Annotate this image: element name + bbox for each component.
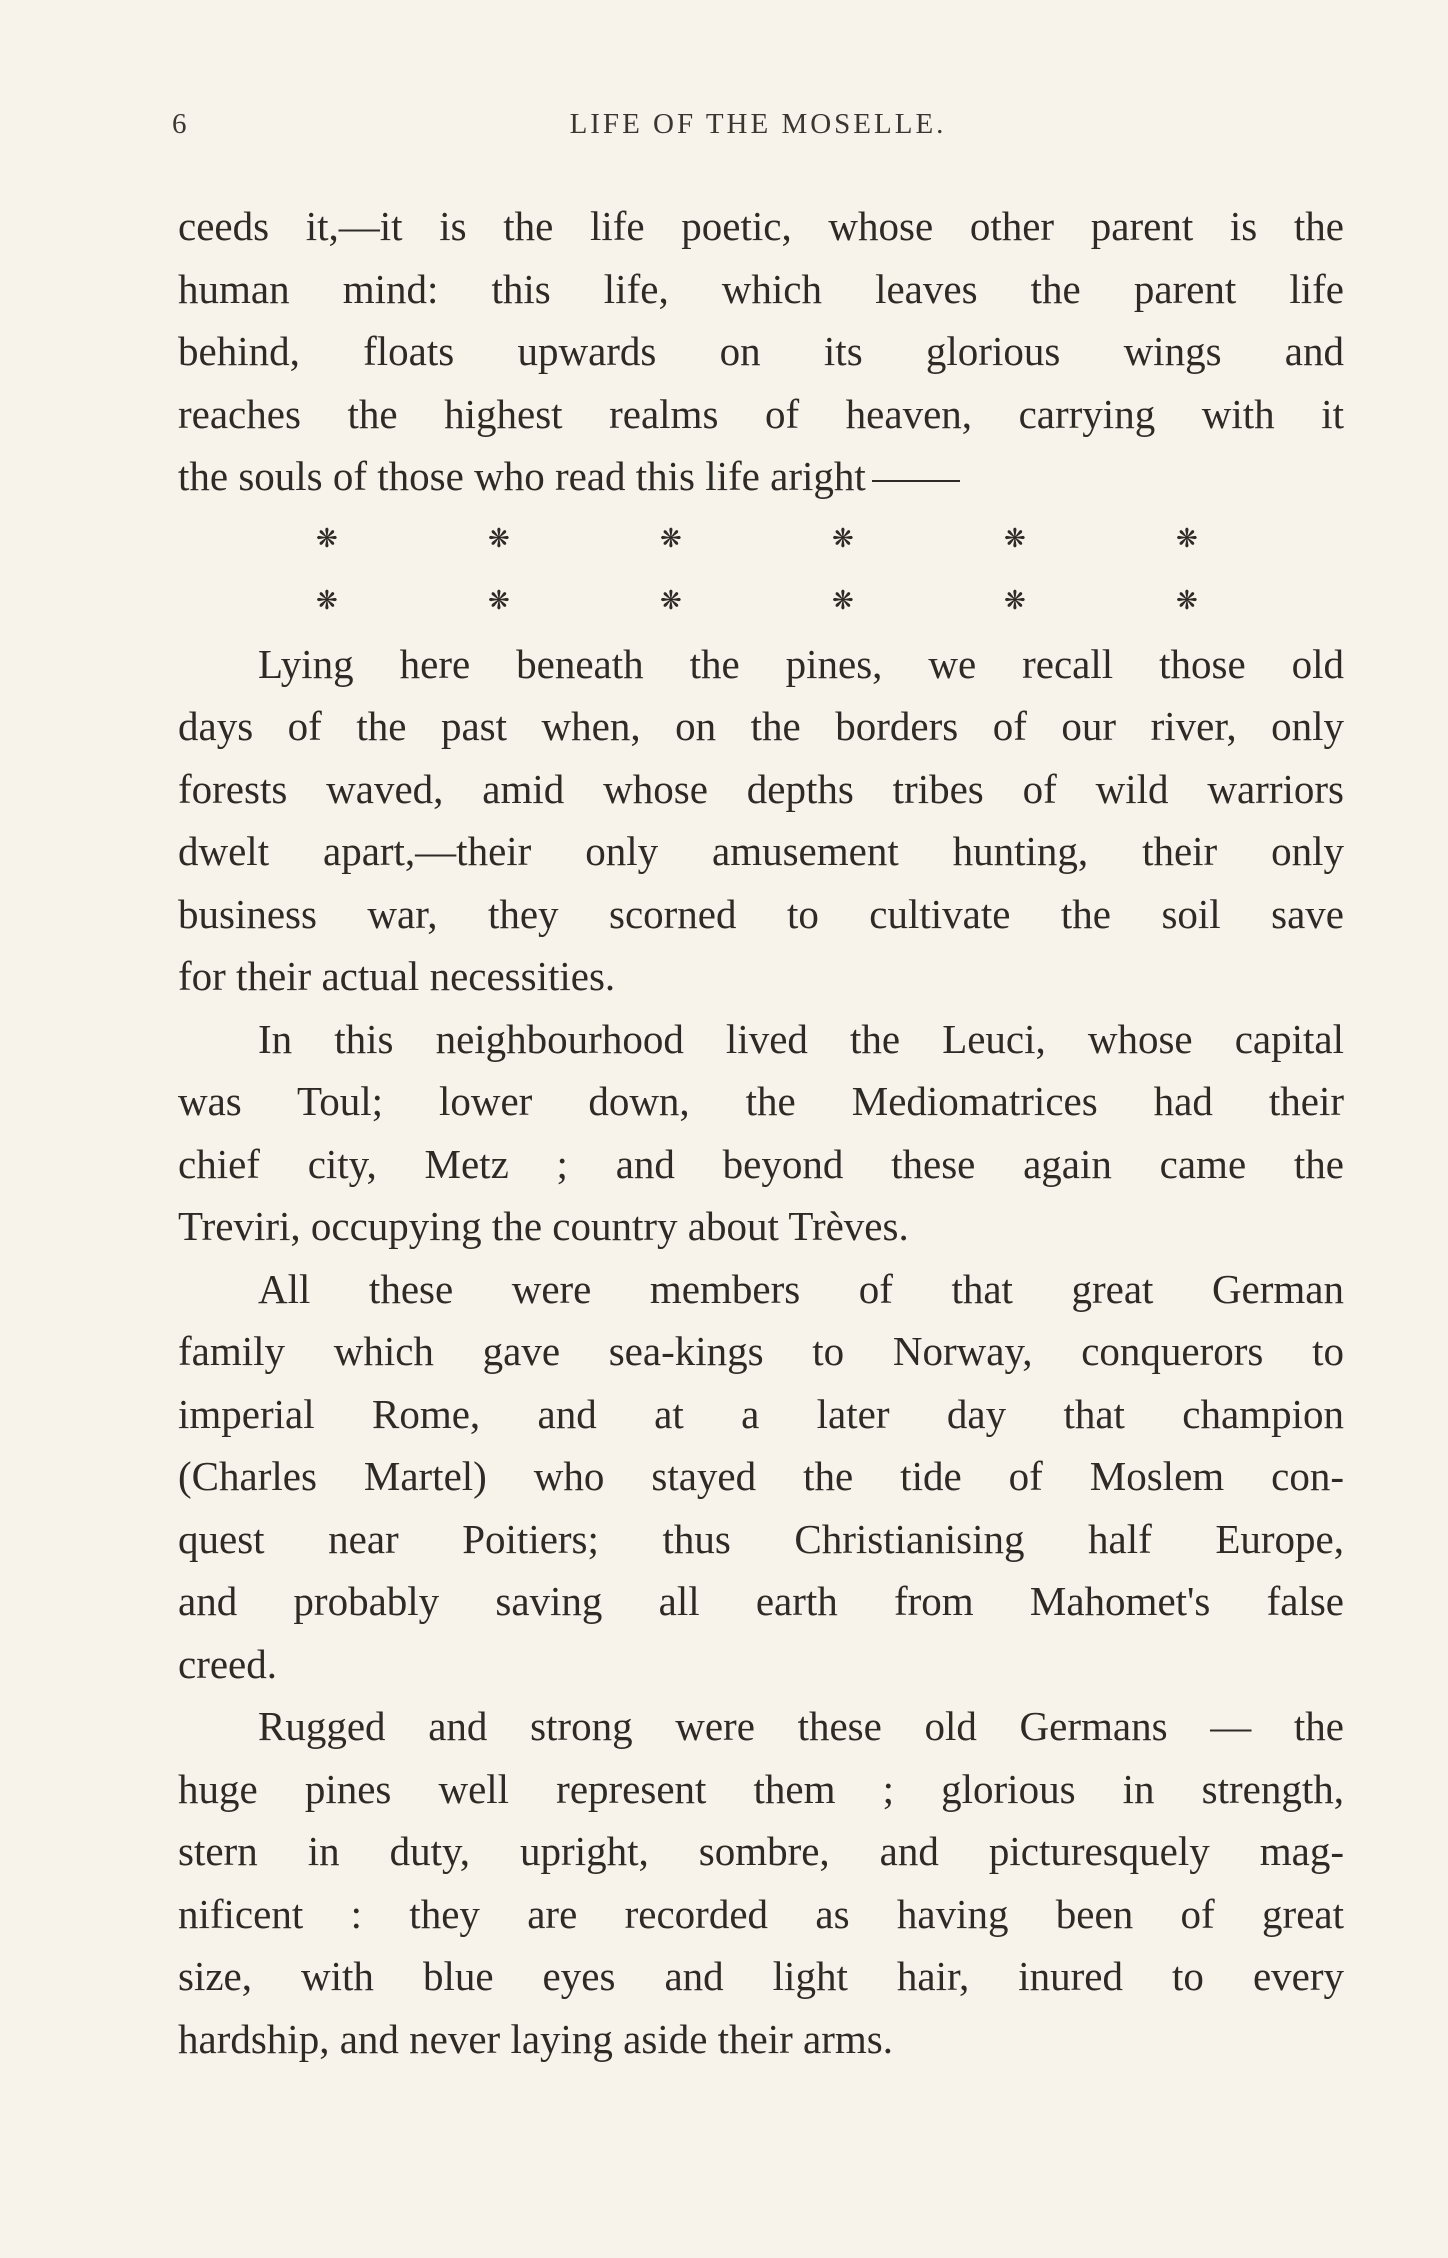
text-line: (Charles Martel) who stayed the tide of Moslem con- [178, 1453, 1344, 1499]
asterism-ornament: ❋ [1176, 586, 1198, 615]
running-head [172, 108, 1344, 148]
dash-rule [872, 480, 960, 482]
asterism-ornament: ❋ [660, 586, 682, 615]
text-line: chief city, Metz ; and beyond these again came the [178, 1140, 1344, 1187]
text-line: was Toul; lower down, the Mediomatrices had their [178, 1078, 1344, 1124]
text-line: for their actual necessities. [178, 953, 616, 999]
text-line: stern in duty, upright, sombre, and picturesquely mag- [178, 1828, 1344, 1874]
running-title: LIFE OF THE MOSELLE. [569, 108, 947, 140]
text-line: days of the past when, on the borders of our river, only [178, 703, 1344, 749]
text-line: reaches the highest realms of heaven, carrying with it [178, 390, 1344, 437]
text-line: hardship, and never laying aside their arms. [178, 2015, 893, 2062]
asterism-ornament: ❋ [316, 523, 338, 553]
ornament-row [178, 508, 1344, 571]
text-line: In this neighbourhood lived the Leuci, whose capital [258, 1015, 1344, 1062]
text-line: huge pines well represent them ; glorious in strength, [178, 1765, 1344, 1812]
text-line: behind, floats upwards on its glorious wings and [178, 328, 1344, 374]
text-line: imperial Rome, and at a later day that champion [178, 1390, 1344, 1437]
text-line: forests waved, amid whose depths tribes of wild warriors [178, 765, 1344, 812]
text-line-content: the souls of those who read this life aright [178, 453, 866, 499]
text-line: business war, they scorned to cultivate the soil save [178, 890, 1344, 937]
text-line: All these were members of that great German [258, 1265, 1344, 1312]
asterism-ornament: ❋ [832, 586, 854, 615]
text-line: nificent : they are recorded as having been of great [178, 1890, 1344, 1937]
asterism-ornament: ❋ [1004, 523, 1026, 553]
text-line: size, with blue eyes and light hair, inured to every [178, 1953, 1344, 1999]
asterism-ornament: ❋ [1004, 586, 1026, 615]
text-line: human mind: this life, which leaves the parent life [178, 265, 1344, 312]
asterism-ornament: ❋ [1176, 523, 1198, 553]
asterism-ornament: ❋ [832, 523, 854, 553]
text-line: creed. [178, 1640, 277, 1687]
body-text [178, 195, 1344, 2070]
page-number: 6 [172, 108, 189, 140]
asterism-ornament: ❋ [660, 523, 682, 553]
asterism-ornament: ❋ [316, 586, 338, 615]
text-line: Lying here beneath the pines, we recall those old [258, 640, 1344, 687]
text-line: Treviri, occupying the country about Trèves. [178, 1203, 909, 1249]
text-line: dwelt apart,—their only amusement hunting, their only [178, 828, 1344, 874]
asterism-ornament: ❋ [488, 523, 510, 553]
text-line: Rugged and strong were these old Germans — the [258, 1703, 1344, 1749]
ornament-row [178, 570, 1344, 633]
text-line [178, 445, 1344, 508]
text-line: and probably saving all earth from Mahomet's false [178, 1578, 1344, 1624]
text-line: family which gave sea-kings to Norway, conquerors to [178, 1328, 1344, 1374]
text-line: ceeds it,—it is the life poetic, whose other parent is the [178, 203, 1344, 249]
asterism-ornament: ❋ [488, 586, 510, 615]
text-line: quest near Poitiers; thus Christianising half Europe, [178, 1515, 1344, 1562]
